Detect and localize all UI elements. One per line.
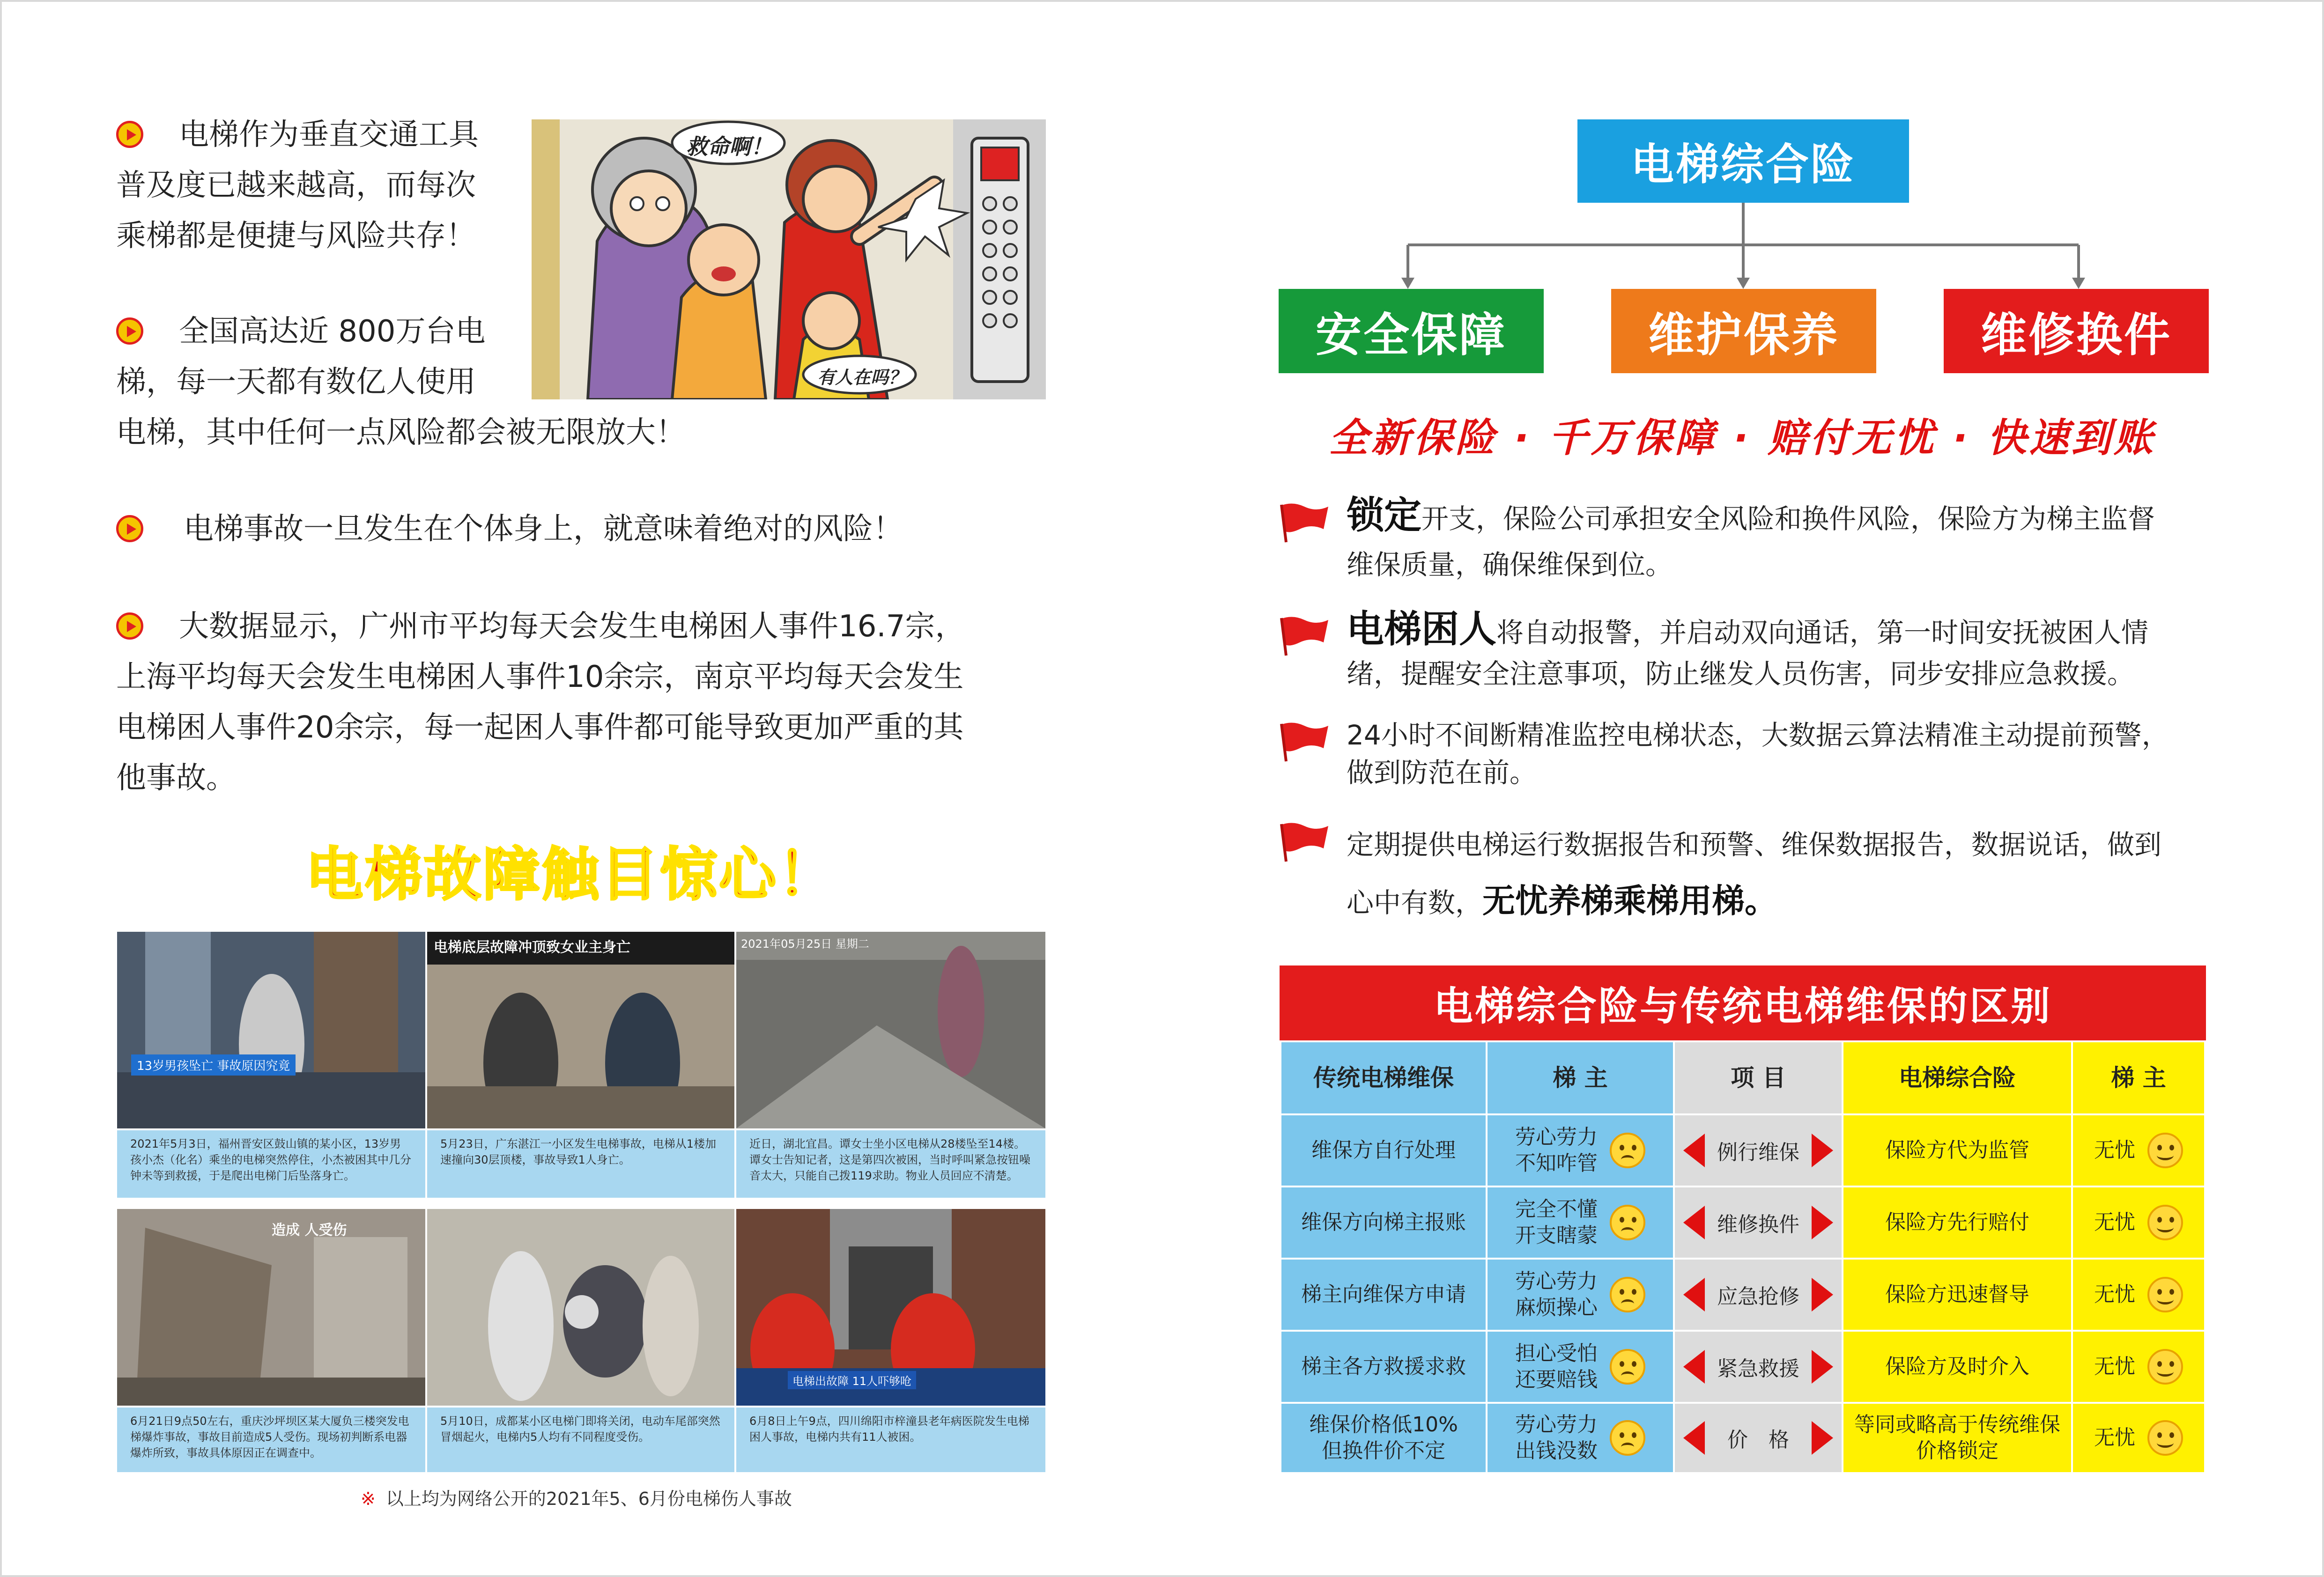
feature-4-line-2: 心中有数， <box>1347 887 1483 919</box>
header-item: 项 目 <box>1675 1042 1842 1113</box>
row-3-owner-insurance <box>2073 1260 2204 1330</box>
feature-2-line-2: 绪，提醒安全注意事项，防止继发人员伤害，同步安排应急救援。 <box>1347 658 2135 690</box>
smile-face-icon <box>2147 1277 2183 1312</box>
intro-paragraph-4-line-1: 大数据显示，广州市平均每天会发生电梯困人事件16.7宗， <box>179 609 965 644</box>
row-4-owner-insurance <box>2073 1332 2204 1402</box>
product-title: 电梯综合险 <box>1577 119 1909 203</box>
accident-photo-3 <box>736 932 1045 1128</box>
red-flag-icon <box>1279 501 1330 543</box>
row-5-insurance: 等同或略高于传统维保 价格锁定 <box>1843 1404 2071 1472</box>
note-text: 以上均为网络公开的2021年5、6月份电梯伤人事故 <box>385 1489 792 1509</box>
sad-face-icon <box>1610 1133 1645 1168</box>
row-4-item-text: 紧急救援 <box>1717 1357 1799 1381</box>
feature-2-bold: 电梯困人 <box>1347 607 1496 651</box>
intro-paragraph-4-line-4: 他事故。 <box>116 761 236 796</box>
row-5-owner-traditional <box>1488 1404 1673 1472</box>
header-traditional: 传统电梯维保 <box>1281 1042 1486 1113</box>
photo-1-overlay: 13岁男孩坠亡 事故原因究竟 <box>131 1054 296 1076</box>
row-5-item <box>1675 1404 1842 1472</box>
row-2-owner-insurance <box>2073 1187 2204 1258</box>
row-4-owner-insurance-text: 无忧 <box>2094 1355 2135 1378</box>
feature-3-line-2: 做到防范在前。 <box>1347 757 1537 788</box>
intro-paragraph-4-line-3: 电梯困人事件20余宗，每一起困人事件都可能导致更加严重的其 <box>116 710 964 745</box>
category-safety: 安全保障 <box>1279 289 1544 373</box>
accident-photo-1 <box>117 932 425 1128</box>
bullet-icon <box>116 317 143 345</box>
bullet-icon <box>116 121 143 148</box>
photo-3-caption: 近日，湖北宜昌。谭女士坐小区电梯从28楼坠至14楼。谭女士告知记者，这是第四次被困，当时呼叫紧急按钮噪音太大，只能自己拨119求助。物业人员回应不清楚。 <box>736 1130 1045 1198</box>
row-1-traditional: 维保方自行处理 <box>1281 1115 1486 1186</box>
photo-4-overlay: 造成 人受伤 <box>272 1222 347 1238</box>
smile-face-icon <box>2147 1420 2183 1456</box>
photo-6-overlay: 电梯出故障 11人吓够呛 <box>788 1371 916 1389</box>
accident-headline: 电梯故障触目惊心！ <box>306 841 837 908</box>
smile-face-icon <box>2147 1205 2183 1240</box>
bullet-icon <box>116 612 143 640</box>
header-insurance: 电梯综合险 <box>1843 1042 2071 1113</box>
smile-face-icon <box>2147 1349 2183 1385</box>
accident-photo-4 <box>117 1209 425 1406</box>
photo-6-caption: 6月8日上午9点，四川绵阳市梓潼县老年病医院发生电梯困人事故，电梯内共有11人被困。 <box>736 1408 1045 1472</box>
row-5-traditional: 维保价格低10% 但换件价不定 <box>1281 1404 1486 1472</box>
sad-face-icon <box>1610 1277 1645 1312</box>
accident-photo-6 <box>736 1209 1045 1406</box>
row-4-insurance: 保险方及时介入 <box>1843 1332 2071 1402</box>
accident-photo-5 <box>427 1209 734 1406</box>
feature-1-bold: 锁定 <box>1347 494 1421 537</box>
intro-paragraph-2-line-1: 全国高达近 800万台电 <box>179 314 486 349</box>
row-5-owner-insurance-text: 无忧 <box>2094 1426 2135 1450</box>
sad-face-icon <box>1610 1420 1645 1456</box>
feature-1-line-2: 维保质量，确保维保到位。 <box>1347 549 1673 581</box>
row-2-owner-traditional-text: 完全不懂 开支瞎蒙 <box>1515 1197 1598 1247</box>
red-flag-icon <box>1279 720 1330 762</box>
intro-paragraph-2-line-3: 电梯，其中任何一点风险都会被无限放大！ <box>116 415 686 450</box>
row-1-owner-insurance <box>2073 1115 2204 1186</box>
photo-4-caption: 6月21日9点50左右，重庆沙坪坝区某大厦负三楼突发电梯爆炸事故，事故目前造成5人受伤。现场初判断系电器爆炸所致，事故具体原因正在调查中。 <box>117 1408 425 1472</box>
intro-paragraph-4-line-2: 上海平均每天会发生电梯困人事件10余宗，南京平均每天会发生 <box>116 660 964 694</box>
row-3-owner-insurance-text: 无忧 <box>2094 1282 2135 1306</box>
row-4-item <box>1675 1332 1842 1402</box>
row-4-owner-traditional-text: 担心受怕 还要赔钱 <box>1515 1341 1598 1392</box>
intro-paragraph-2-line-2: 梯，每一天都有数亿人使用 <box>116 365 476 399</box>
feature-1-text: 开支，保险公司承担安全风险和换件风险，保险方为梯主监督 <box>1421 503 2155 535</box>
photo-1-caption: 2021年5月3日，福州晋安区鼓山镇的某小区，13岁男孩小杰（化名）乘坐的电梯突然停住，小杰被困其中几分钟未等到救援，于是爬出电梯门后坠落身亡。 <box>117 1130 425 1198</box>
row-1-insurance: 保险方代为监管 <box>1843 1115 2071 1186</box>
row-3-traditional: 梯主向维保方申请 <box>1281 1260 1486 1330</box>
feature-2 <box>1347 609 2227 694</box>
intro-paragraph-3-line-1: 电梯事故一旦发生在个体身上，就意味着绝对的风险！ <box>184 512 903 546</box>
row-1-item-text: 例行维保 <box>1717 1141 1799 1164</box>
note-star-icon: ※ <box>361 1489 376 1509</box>
feature-4-tail-bold: 无忧养梯乘梯用梯。 <box>1482 882 1778 920</box>
sad-face-icon <box>1610 1349 1645 1385</box>
feature-3 <box>1347 716 2227 791</box>
row-1-item <box>1675 1115 1842 1186</box>
category-connector-lines <box>1358 203 2136 289</box>
photo-5-caption: 5月10日，成都某小区电梯门即将关闭，电动车尾部突然冒烟起火，电梯内5人均有不同程度受伤。 <box>427 1408 734 1472</box>
row-3-owner-traditional-text: 劳心劳力 麻烦操心 <box>1515 1269 1598 1319</box>
row-5-owner-traditional-text: 劳心劳力 出钱没数 <box>1515 1413 1598 1463</box>
red-flag-icon <box>1279 820 1330 862</box>
slogan: 全新保险 · 千万保障 · 赔付无忧 · 快速到账 <box>1329 415 2156 461</box>
row-1-owner-traditional <box>1488 1115 1673 1186</box>
photo-3-overlay: 2021年05月25日 星期二 <box>741 937 869 951</box>
category-repair: 维修换件 <box>1944 289 2209 373</box>
source-note <box>361 1484 792 1510</box>
accident-photo-2 <box>427 932 734 1128</box>
row-1-owner-traditional-text: 劳心劳力 不知咋管 <box>1515 1125 1598 1175</box>
feature-1 <box>1347 493 2227 588</box>
row-2-item <box>1675 1187 1842 1258</box>
row-3-item-text: 应急抢修 <box>1717 1285 1799 1309</box>
red-flag-icon <box>1279 614 1330 656</box>
row-2-owner-insurance-text: 无忧 <box>2094 1210 2135 1234</box>
row-2-owner-traditional <box>1488 1187 1673 1258</box>
row-4-owner-traditional <box>1488 1332 1673 1402</box>
row-1-owner-insurance-text: 无忧 <box>2094 1138 2135 1162</box>
row-3-item <box>1675 1260 1842 1330</box>
smile-face-icon <box>2147 1133 2183 1168</box>
photo-2-caption: 5月23日，广东湛江一小区发生电梯事故，电梯从1楼加速撞向30层顶楼，事故导致1人身亡。 <box>427 1130 734 1198</box>
feature-4 <box>1347 817 2227 931</box>
photo-2-overlay: 电梯底层故障冲顶致女业主身亡 <box>434 939 630 956</box>
row-5-item-text: 价 格 <box>1727 1428 1789 1452</box>
category-maintenance: 维护保养 <box>1611 289 1876 373</box>
comparison-table-title: 电梯综合险与传统电梯维保的区别 <box>1280 965 2206 1040</box>
row-2-item-text: 维修换件 <box>1717 1213 1799 1237</box>
row-3-owner-traditional <box>1488 1260 1673 1330</box>
intro-paragraph-1-line-3: 乘梯都是便捷与风险共存！ <box>116 219 476 253</box>
bullet-icon <box>116 515 143 542</box>
header-owner-insurance: 梯 主 <box>2073 1042 2204 1113</box>
intro-paragraph-1-line-2: 普及度已越来越高，而每次 <box>116 168 476 203</box>
feature-3-text: 24小时不间断精准监控电梯状态，大数据云算法精准主动提前预警， <box>1347 719 2169 751</box>
sad-face-icon <box>1610 1205 1645 1240</box>
cartoon-speech-bubble-help: 救命啊！ <box>686 134 772 159</box>
row-5-owner-insurance <box>2073 1404 2204 1472</box>
trapped-in-elevator-cartoon <box>532 119 1046 399</box>
intro-paragraph-1-line-1: 电梯作为垂直交通工具 <box>179 118 479 152</box>
feature-2-text: 将自动报警，并启动双向通话，第一时间安抚被困人情 <box>1496 617 2149 648</box>
row-2-insurance: 保险方先行赔付 <box>1843 1187 2071 1258</box>
feature-4-text: 定期提供电梯运行数据报告和预警、维保数据报告，数据说话，做到 <box>1347 829 2162 861</box>
cartoon-speech-bubble-anyone: 有人在吗？ <box>817 367 907 388</box>
header-owner-traditional: 梯 主 <box>1488 1042 1673 1113</box>
row-4-traditional: 梯主各方救援求救 <box>1281 1332 1486 1402</box>
row-3-insurance: 保险方迅速督导 <box>1843 1260 2071 1330</box>
row-2-traditional: 维保方向梯主报账 <box>1281 1187 1486 1258</box>
